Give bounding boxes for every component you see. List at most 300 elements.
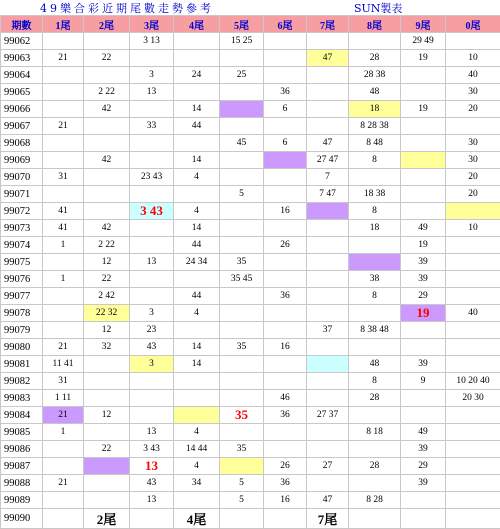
tail-cell: 7 [307, 169, 349, 186]
tail-cell [446, 322, 500, 339]
table-row [1, 33, 500, 50]
tail-cell [401, 186, 446, 203]
table-row [1, 288, 500, 305]
tail-cell: 6 [264, 101, 307, 118]
tail-cell [220, 237, 264, 254]
tail-cell [220, 203, 264, 220]
tail-cell [401, 152, 446, 169]
table-row [1, 118, 500, 135]
tail-cell: 20 [446, 169, 500, 186]
tail-cell [130, 271, 174, 288]
table-row [1, 203, 500, 220]
tail-cell [264, 373, 307, 390]
period-cell: 99074 [1, 237, 43, 254]
table-row [1, 220, 500, 237]
tail-cell: 3 [130, 67, 174, 84]
tail-cell [349, 339, 401, 356]
tail-cell: 44 [174, 288, 220, 305]
forecast-empty [264, 509, 307, 529]
tail-cell: 25 [220, 67, 264, 84]
tail-cell: 22 [84, 271, 130, 288]
tail-cell [220, 305, 264, 322]
tail-cell [264, 356, 307, 373]
tail-cell: 34 [174, 475, 220, 492]
tail-cell: 31 [43, 373, 84, 390]
tail-cell [43, 492, 84, 509]
header-tail-5: 5尾 [220, 16, 264, 33]
table-row [1, 101, 500, 118]
header-tail-9: 9尾 [401, 16, 446, 33]
tail-cell [401, 390, 446, 407]
tail-cell: 27 [307, 458, 349, 475]
tail-cell: 44 [174, 237, 220, 254]
period-cell: 99069 [1, 152, 43, 169]
tail-cell: 14 [174, 339, 220, 356]
tail-cell: 4 [174, 424, 220, 441]
header-tail-10: 0尾 [446, 16, 500, 33]
tail-cell: 30 [446, 135, 500, 152]
tail-cell: 11 41 [43, 356, 84, 373]
header-tail-3: 3尾 [130, 16, 174, 33]
tail-cell [446, 237, 500, 254]
tail-cell [307, 33, 349, 50]
tail-cell [307, 288, 349, 305]
tail-cell: 49 [401, 220, 446, 237]
tail-cell: 23 43 [130, 169, 174, 186]
period-cell: 99073 [1, 220, 43, 237]
tail-cell: 28 [349, 390, 401, 407]
table-row [1, 305, 500, 322]
tail-cell: 29 [401, 458, 446, 475]
tail-cell: 3 43 [130, 203, 174, 220]
tail-cell: 47 [307, 135, 349, 152]
tail-cell: 43 [130, 339, 174, 356]
tail-cell [264, 441, 307, 458]
tail-cell: 28 38 [349, 67, 401, 84]
tail-cell [84, 203, 130, 220]
tail-cell: 4 [174, 169, 220, 186]
period-cell: 99077 [1, 288, 43, 305]
tail-cell: 13 [130, 458, 174, 475]
header-tail-2: 2尾 [84, 16, 130, 33]
period-cell: 99063 [1, 50, 43, 67]
tail-cell: 10 [446, 220, 500, 237]
tail-cell: 4 [174, 458, 220, 475]
tail-cell: 31 [43, 169, 84, 186]
tail-cell: 21 [43, 339, 84, 356]
tail-cell [307, 356, 349, 373]
tail-cell: 27 47 [307, 152, 349, 169]
table-row [1, 390, 500, 407]
tail-cell: 49 [401, 424, 446, 441]
tail-cell: 8 [349, 203, 401, 220]
tail-cell: 18 [349, 101, 401, 118]
tail-cell [220, 322, 264, 339]
forecast-empty [130, 509, 174, 529]
tail-cell: 3 [130, 356, 174, 373]
tail-cell [130, 135, 174, 152]
tail-cell: 29 49 [401, 33, 446, 50]
tail-cell [264, 33, 307, 50]
tail-cell: 8 38 48 [349, 322, 401, 339]
tail-cell [174, 373, 220, 390]
tail-cell [220, 220, 264, 237]
tail-cell [307, 203, 349, 220]
table-row [1, 475, 500, 492]
tail-cell [220, 152, 264, 169]
period-cell: 99065 [1, 84, 43, 101]
tail-cell [349, 305, 401, 322]
tail-cell: 38 [349, 271, 401, 288]
tail-cell [307, 441, 349, 458]
tail-cell: 33 [130, 118, 174, 135]
table-row [1, 271, 500, 288]
table-row [1, 492, 500, 509]
tail-cell: 42 [84, 152, 130, 169]
tail-cell: 35 [220, 254, 264, 271]
tail-cell: 15 25 [220, 33, 264, 50]
tail-cell [446, 356, 500, 373]
tail-cell: 48 [349, 356, 401, 373]
period-cell: 99086 [1, 441, 43, 458]
tail-cell [307, 305, 349, 322]
tail-cell: 45 [220, 135, 264, 152]
tail-cell [446, 118, 500, 135]
tail-cell: 8 28 [349, 492, 401, 509]
tail-cell: 35 [220, 339, 264, 356]
tail-cell: 36 [264, 84, 307, 101]
tail-cell: 2 22 [84, 237, 130, 254]
period-cell: 99068 [1, 135, 43, 152]
header-tail-6: 6尾 [264, 16, 307, 33]
tail-cell: 3 [130, 305, 174, 322]
tail-cell: 44 [174, 118, 220, 135]
tail-cell: 8 [349, 152, 401, 169]
tail-cell: 30 [446, 84, 500, 101]
tail-cell: 1 [43, 271, 84, 288]
tail-cell: 35 [220, 407, 264, 424]
tail-cell [130, 390, 174, 407]
tail-cell: 46 [264, 390, 307, 407]
tail-cell: 22 32 [84, 305, 130, 322]
tail-cell: 27 37 [307, 407, 349, 424]
period-cell: 99070 [1, 169, 43, 186]
tail-cell [130, 101, 174, 118]
table-row [1, 424, 500, 441]
tail-cell [43, 101, 84, 118]
tail-cell [349, 237, 401, 254]
tail-cell [220, 373, 264, 390]
tail-cell: 14 44 [174, 441, 220, 458]
tail-cell [43, 135, 84, 152]
tail-cell [446, 475, 500, 492]
tail-cell [130, 152, 174, 169]
tail-cell: 24 34 [174, 254, 220, 271]
tail-cell: 21 [43, 475, 84, 492]
tail-cell: 39 [401, 441, 446, 458]
tail-cell: 22 [84, 441, 130, 458]
table-row [1, 50, 500, 67]
tail-cell: 19 [401, 305, 446, 322]
tail-cell [401, 339, 446, 356]
period-cell: 99085 [1, 424, 43, 441]
tail-cell: 1 [43, 237, 84, 254]
tail-cell [43, 67, 84, 84]
tail-cell: 21 [43, 118, 84, 135]
tail-cell [446, 271, 500, 288]
tail-cell: 39 [401, 356, 446, 373]
tail-cell: 20 30 [446, 390, 500, 407]
tail-cell: 48 [349, 84, 401, 101]
tail-cell [401, 67, 446, 84]
forecast-label: 2尾 [84, 509, 130, 529]
forecast-empty [446, 509, 500, 529]
tail-cell: 42 [84, 220, 130, 237]
tail-cell [84, 186, 130, 203]
tail-cell [220, 84, 264, 101]
tail-cell: 39 [401, 475, 446, 492]
tail-cell [264, 271, 307, 288]
tail-cell: 18 38 [349, 186, 401, 203]
tail-cell: 28 [349, 50, 401, 67]
table-row [1, 322, 500, 339]
tail-cell [220, 424, 264, 441]
tail-cell [349, 441, 401, 458]
tail-cell: 41 [43, 203, 84, 220]
tail-cell [43, 84, 84, 101]
tail-cell [401, 118, 446, 135]
period-cell: 99071 [1, 186, 43, 203]
tail-cell [84, 67, 130, 84]
forecast-empty [401, 509, 446, 529]
sheet-title: 49樂合彩近期尾數走勢參考 [40, 0, 214, 16]
tail-cell [130, 220, 174, 237]
tail-cell [446, 424, 500, 441]
tail-cell [307, 271, 349, 288]
tail-cell [349, 475, 401, 492]
tail-cell [174, 271, 220, 288]
tail-cell: 30 [446, 152, 500, 169]
tail-cell: 9 [401, 373, 446, 390]
tail-cell: 19 [401, 101, 446, 118]
tail-cell [174, 407, 220, 424]
tail-cell [307, 237, 349, 254]
tail-cell: 12 [84, 407, 130, 424]
tail-cell: 7 47 [307, 186, 349, 203]
tail-cell: 16 [264, 492, 307, 509]
tail-cell [43, 33, 84, 50]
tail-cell [220, 50, 264, 67]
tail-cell [220, 390, 264, 407]
tail-cell [401, 407, 446, 424]
tail-cell [401, 84, 446, 101]
forecast-label: 7尾 [307, 509, 349, 529]
tail-cell: 5 [220, 475, 264, 492]
tail-cell: 29 [401, 288, 446, 305]
tail-cell [43, 152, 84, 169]
trend-table [0, 15, 500, 529]
tail-cell: 4 [174, 305, 220, 322]
tail-cell [446, 441, 500, 458]
tail-cell: 4 [174, 203, 220, 220]
tail-cell: 14 [174, 101, 220, 118]
tail-cell [401, 492, 446, 509]
tail-cell: 8 [349, 373, 401, 390]
tail-cell [446, 254, 500, 271]
tail-cell [84, 458, 130, 475]
period-cell: 99083 [1, 390, 43, 407]
tail-cell: 2 42 [84, 288, 130, 305]
tail-cell: 8 48 [349, 135, 401, 152]
table-row [1, 339, 500, 356]
tail-cell [84, 424, 130, 441]
tail-cell [446, 458, 500, 475]
tail-cell: 10 20 40 [446, 373, 500, 390]
tail-cell [84, 135, 130, 152]
period-cell: 99075 [1, 254, 43, 271]
tail-cell: 3 43 [130, 441, 174, 458]
tail-cell [307, 254, 349, 271]
tail-cell [130, 186, 174, 203]
table-row [1, 373, 500, 390]
period-cell: 99088 [1, 475, 43, 492]
tail-cell [130, 373, 174, 390]
tail-cell [264, 220, 307, 237]
tail-cell: 35 45 [220, 271, 264, 288]
tail-cell: 22 [84, 50, 130, 67]
period-cell: 99062 [1, 33, 43, 50]
tail-cell: 28 [349, 458, 401, 475]
table-row [1, 169, 500, 186]
tail-cell: 12 [84, 322, 130, 339]
tail-cell [84, 118, 130, 135]
header-row [1, 16, 500, 33]
period-cell: 99064 [1, 67, 43, 84]
tail-cell [84, 390, 130, 407]
table-row [1, 84, 500, 101]
tail-cell [220, 458, 264, 475]
tail-cell [401, 203, 446, 220]
tail-cell [174, 186, 220, 203]
tail-cell: 20 [446, 186, 500, 203]
sheet-maker: SUN製表 [354, 0, 402, 16]
tail-cell [446, 203, 500, 220]
tail-cell [349, 33, 401, 50]
tail-cell [307, 475, 349, 492]
tail-cell [43, 305, 84, 322]
tail-cell [220, 101, 264, 118]
tail-cell: 13 [130, 254, 174, 271]
tail-cell [401, 322, 446, 339]
tail-cell [264, 322, 307, 339]
tail-cell [349, 407, 401, 424]
tail-cell: 5 [220, 186, 264, 203]
tail-cell [446, 288, 500, 305]
period-cell: 99066 [1, 101, 43, 118]
tail-cell [130, 50, 174, 67]
tail-cell: 39 [401, 271, 446, 288]
tail-cell [174, 322, 220, 339]
tail-cell [307, 373, 349, 390]
table-row [1, 356, 500, 373]
tail-cell [349, 169, 401, 186]
tail-cell [264, 152, 307, 169]
tail-cell: 14 [174, 152, 220, 169]
tail-cell: 18 [349, 220, 401, 237]
tail-cell [84, 373, 130, 390]
tail-cell: 37 [307, 322, 349, 339]
tail-cell: 23 [130, 322, 174, 339]
tail-cell: 1 11 [43, 390, 84, 407]
tail-cell [307, 424, 349, 441]
table-row [1, 254, 500, 271]
tail-cell: 21 [43, 50, 84, 67]
tail-cell: 42 [84, 101, 130, 118]
tail-cell [307, 118, 349, 135]
tail-cell [43, 186, 84, 203]
tail-cell [264, 424, 307, 441]
tail-cell [307, 220, 349, 237]
tail-cell [130, 237, 174, 254]
tail-cell [446, 407, 500, 424]
period-cell: 99082 [1, 373, 43, 390]
tail-cell [220, 169, 264, 186]
tail-cell: 40 [446, 67, 500, 84]
header-period: 期數 [1, 16, 43, 33]
tail-cell: 2 22 [84, 84, 130, 101]
tail-cell: 13 [130, 84, 174, 101]
tail-cell [84, 492, 130, 509]
header-tail-7: 7尾 [307, 16, 349, 33]
table-row [1, 458, 500, 475]
forecast-row [1, 509, 500, 529]
tail-cell: 13 [130, 424, 174, 441]
tail-cell: 16 [264, 339, 307, 356]
period-cell: 99078 [1, 305, 43, 322]
period-cell: 99081 [1, 356, 43, 373]
tail-cell: 21 [43, 407, 84, 424]
tail-cell [43, 288, 84, 305]
tail-cell: 8 28 38 [349, 118, 401, 135]
period-cell: 99067 [1, 118, 43, 135]
tail-cell [446, 492, 500, 509]
tail-cell: 36 [264, 407, 307, 424]
tail-cell [174, 492, 220, 509]
tail-cell: 26 [264, 458, 307, 475]
tail-cell: 41 [43, 220, 84, 237]
tail-cell [174, 390, 220, 407]
tail-cell [43, 441, 84, 458]
tail-cell [446, 339, 500, 356]
tail-cell [130, 288, 174, 305]
tail-cell: 14 [174, 356, 220, 373]
tail-cell: 5 [220, 492, 264, 509]
tail-cell [174, 50, 220, 67]
tail-cell: 3 13 [130, 33, 174, 50]
tail-cell: 16 [264, 203, 307, 220]
tail-cell [264, 118, 307, 135]
tail-cell: 43 [130, 475, 174, 492]
tail-cell [307, 101, 349, 118]
tail-cell [174, 135, 220, 152]
forecast-label: 4尾 [174, 509, 220, 529]
period-cell: 99079 [1, 322, 43, 339]
period-cell: 99089 [1, 492, 43, 509]
tail-cell [130, 407, 174, 424]
tail-cell [220, 288, 264, 305]
tail-cell [264, 254, 307, 271]
tail-cell: 24 [174, 67, 220, 84]
